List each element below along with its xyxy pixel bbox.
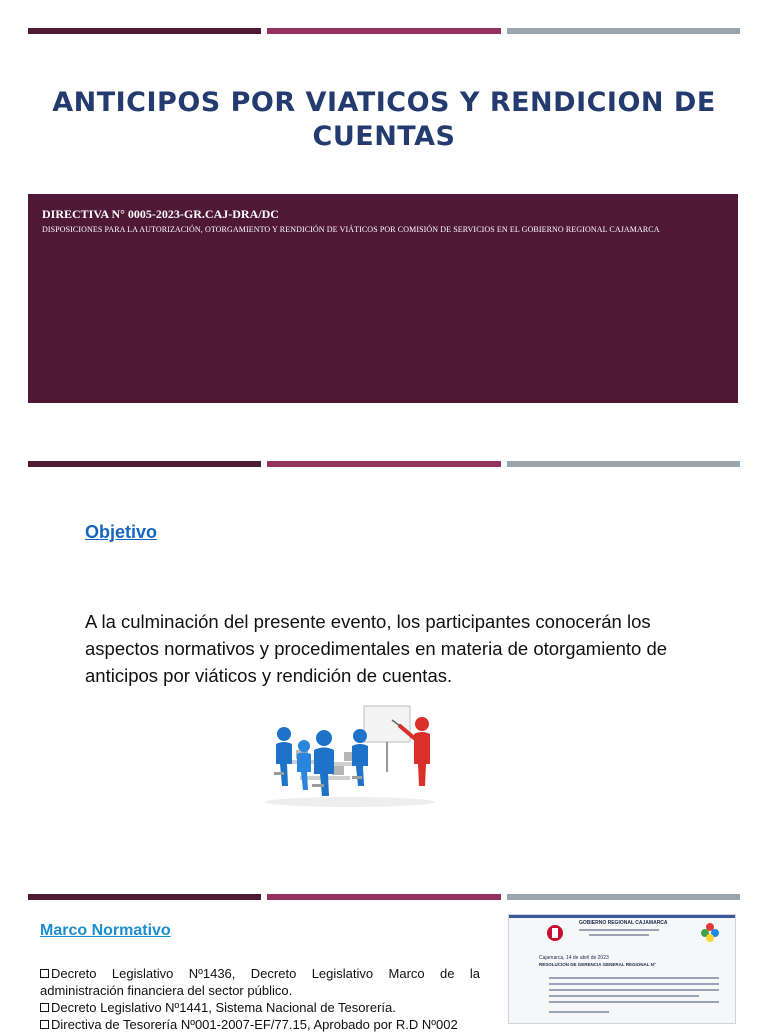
- marco-normativo-list: [40, 965, 480, 1033]
- divider-segment-mid: [267, 28, 500, 34]
- regional-logo-icon: [699, 921, 721, 943]
- text-line: [549, 989, 719, 991]
- peru-shield-icon: [545, 923, 565, 943]
- text-line: [549, 977, 719, 979]
- document-resolution: RESOLUCION DE GERENCIA GENERAL REGIONAL Nº: [539, 962, 656, 967]
- divider-segment-grey: [507, 28, 740, 34]
- document-header: GOBIERNO REGIONAL CAJAMARCA: [579, 920, 668, 926]
- list-item: [40, 999, 480, 1016]
- directive-description: DISPOSICIONES PARA LA AUTORIZACIÓN, OTORGAMIENTO Y RENDICIÓN DE VIÁTICOS POR COMISIÓN DE SERVICIOS EN EL GOBIERNO REGIONAL CAJAMARCA: [42, 225, 660, 234]
- page-title: ANTICIPOS POR VIATICOS Y RENDICION DE CUENTAS: [52, 87, 716, 152]
- marco-normativo-heading[interactable]: Marco Normativo: [40, 922, 171, 939]
- text-line: [549, 1011, 609, 1013]
- resolution-document-thumbnail: [508, 914, 736, 1024]
- divider-segment-dark: [28, 461, 261, 467]
- checkbox-bullet-icon: [40, 1020, 49, 1029]
- objetivo-text: A la culminación del presente evento, los participantes conocerán los aspectos normativos y procedimentales en materia de otorgamiento de anticipos por viáticos y rendición de cuentas.: [85, 611, 668, 686]
- objetivo-heading[interactable]: Objetivo: [85, 522, 158, 542]
- list-item: [40, 965, 480, 999]
- directive-code: DIRECTIVA N° 0005-2023-GR.CAJ-DRA/DC: [42, 207, 279, 221]
- list-item: [40, 1016, 480, 1033]
- text-line: [549, 995, 699, 997]
- list-item-text: Decreto Legislativo Nº1441, Sistema Nacional de Tesorería.: [51, 1000, 396, 1015]
- checkbox-bullet-icon: [40, 1003, 49, 1012]
- document-date: Cajamarca, 14 de abril de 2023: [539, 955, 609, 961]
- divider-segment-grey: [507, 461, 740, 467]
- document-header-strip: [509, 915, 735, 918]
- checkbox-bullet-icon: [40, 969, 49, 978]
- directive-banner: [28, 194, 738, 403]
- divider-segment-mid: [267, 894, 500, 900]
- middle-divider: [28, 461, 740, 467]
- text-line: [549, 1001, 719, 1003]
- list-item-text: Directiva de Tesorería Nº001-2007-EF/77.15, Aprobado por R.D Nº002: [51, 1017, 458, 1032]
- top-divider: [28, 28, 740, 34]
- text-line: [589, 934, 649, 936]
- training-illustration: [260, 702, 442, 808]
- list-item-text: Decreto Legislativo Nº1436, Decreto Legislativo Marco de la administración financiera del sector público.: [40, 966, 480, 998]
- text-line: [549, 983, 719, 985]
- divider-segment-dark: [28, 894, 261, 900]
- divider-segment-dark: [28, 28, 261, 34]
- divider-segment-mid: [267, 461, 500, 467]
- text-line: [579, 929, 659, 931]
- divider-segment-grey: [507, 894, 740, 900]
- lower-divider: [28, 894, 740, 900]
